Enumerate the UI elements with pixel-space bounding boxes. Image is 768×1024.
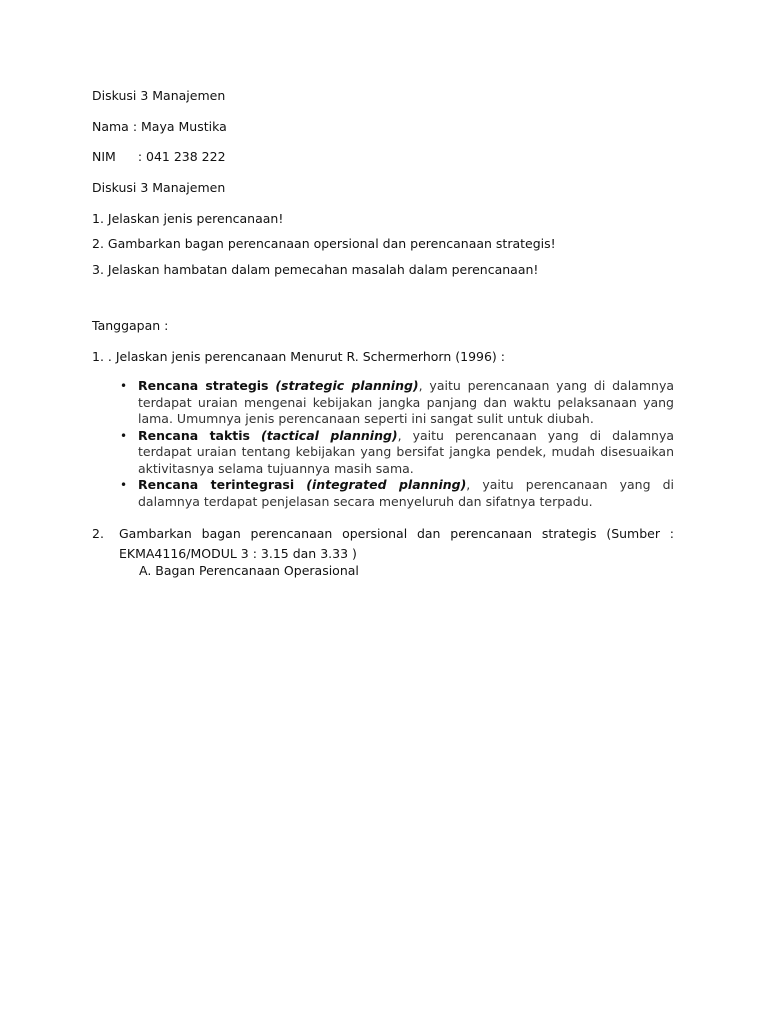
question-3: 3. Jelaskan hambatan dalam pemecahan masalah dalam perencanaan! bbox=[92, 262, 539, 277]
question-2: 2. Gambarkan bagan perencanaan opersional dan perencanaan strategis! bbox=[92, 236, 556, 251]
plan-term: Rencana taktis bbox=[138, 427, 250, 443]
answer-2-subheading: A. Bagan Perencanaan Operasional bbox=[139, 563, 359, 578]
student-name: Nama : Maya Mustika bbox=[92, 119, 227, 134]
question-1: 1. Jelaskan jenis perencanaan! bbox=[92, 211, 284, 226]
plan-description: , yaitu perencanaan yang di dalamnya terdapat uraian mengenai kebijakan jangka panjang dan waktu pelaksanaan yang lama. Umumnya jenis perencanaan seperti ini sangat sulit untuk diubah. bbox=[138, 378, 674, 426]
answer-2-text: Gambarkan bagan perencanaan opersional dan perencanaan strategis (Sumber : EKMA4116/MODUL 3 : 3.15 dan 3.33 ) bbox=[119, 526, 674, 561]
doc-title: Diskusi 3 Manajemen bbox=[92, 88, 226, 103]
bullet-icon: • bbox=[120, 428, 128, 443]
nim-label: NIM bbox=[92, 149, 116, 164]
list-item bbox=[120, 428, 674, 478]
list-item bbox=[120, 477, 674, 510]
bullet-icon: • bbox=[120, 379, 128, 393]
plan-description: , yaitu perencanaan yang di dalamnya terdapat penjelasan secara menyeluruh dan sifatnya terpadu. bbox=[138, 477, 675, 509]
plan-english: (tactical planning) bbox=[261, 427, 398, 443]
plan-term: Rencana strategis bbox=[138, 378, 269, 393]
nim-value: : 041 238 222 bbox=[137, 149, 226, 164]
plan-type-list bbox=[120, 378, 674, 510]
answer-2 bbox=[92, 524, 674, 564]
list-item bbox=[120, 378, 674, 428]
student-nim bbox=[92, 149, 226, 164]
answer-1-heading bbox=[92, 349, 505, 364]
doc-subtitle: Diskusi 3 Manajemen bbox=[92, 180, 226, 195]
plan-description: , yaitu perencanaan yang di dalamnya terdapat uraian tentang kebijakan yang bersifat jangka pendek, mudah disesuaikan aktivitasnya selama tujuannya masih sama. bbox=[138, 427, 674, 476]
plan-term: Rencana terintegrasi bbox=[138, 477, 295, 492]
answer-1-text: . Jelaskan jenis perencanaan Menurut R. Schermerhorn (1996) : bbox=[107, 349, 505, 364]
plan-english: (strategic planning) bbox=[275, 378, 419, 393]
response-label: Tanggapan : bbox=[92, 318, 169, 333]
answer-1-number: 1. bbox=[92, 349, 104, 364]
bullet-icon: • bbox=[120, 478, 128, 492]
answer-2-number: 2. bbox=[92, 526, 104, 541]
plan-english: (integrated planning) bbox=[306, 477, 467, 492]
